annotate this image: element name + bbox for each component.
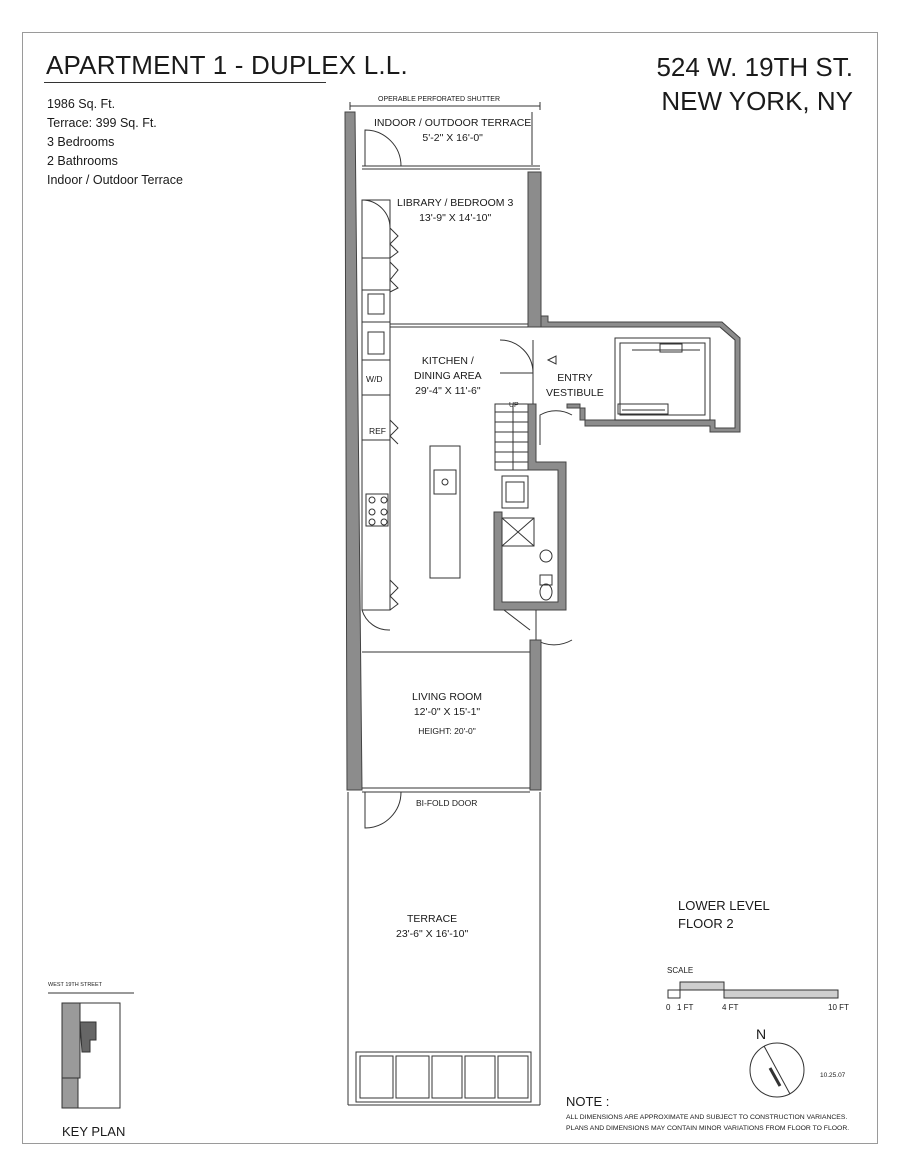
room-size: 29'-4" X 11'-6" [415,385,481,397]
scale-tick-4: 4 FT [722,1003,739,1012]
spec-bathrooms: 2 Bathrooms [47,154,118,168]
room-height: HEIGHT: 20'-0" [418,726,476,736]
bifold-door-label: BI-FOLD DOOR [416,798,478,808]
note-title: NOTE : [566,1094,610,1109]
room-name: TERRACE [407,913,458,925]
drawing-date: 10.25.07 [820,1072,846,1079]
room-size: 12'-0" X 15'-1" [413,706,481,718]
refrigerator-label: REF [369,426,386,436]
north-arrow-label: N [756,1026,767,1042]
scale-tick-1: 1 FT [677,1003,694,1012]
room-size: 5'-2" X 16'-0" [422,132,483,144]
room-terrace [396,912,468,942]
room-name: LIVING ROOM [412,691,483,703]
spec-terrace: Terrace: 399 Sq. Ft. [47,116,157,130]
level-line1: LOWER LEVEL [678,898,770,913]
note-line2: PLANS AND DIMENSIONS MAY CONTAIN MINOR VARIATIONS FROM FLOOR TO FLOOR. [566,1125,850,1132]
shutter-label: OPERABLE PERFORATED SHUTTER [378,96,501,103]
note-text [566,1112,849,1134]
spec-area: 1986 Sq. Ft. [47,97,116,111]
note-line1: ALL DIMENSIONS ARE APPROXIMATE AND SUBJECT TO CONSTRUCTION VARIANCES. [566,1114,848,1121]
room-kitchen [414,354,482,399]
level-line2: FLOOR 2 [678,916,734,931]
spec-feature: Indoor / Outdoor Terrace [47,173,183,187]
scale-tick-10: 10 FT [828,1003,849,1012]
room-size: 13'-9" X 14'-10" [419,212,492,224]
stairs-up-label: UP [509,402,519,409]
keyplan-label: KEY PLAN [62,1124,126,1139]
level-label [678,897,770,933]
room-name-line2: VESTIBULE [546,387,604,399]
room-indoor-terrace [374,116,531,146]
room-entry-vestibule [546,371,604,401]
washer-dryer-label: W/D [366,374,383,384]
page-title: APARTMENT 1 - DUPLEX L.L. [46,50,408,80]
room-name-line1: ENTRY [557,372,593,384]
room-living [412,690,482,739]
room-name-line2: DINING AREA [414,370,482,382]
address-city: NEW YORK, NY [661,86,853,116]
room-library [397,196,513,226]
room-name-line1: KITCHEN / [421,355,474,367]
address-street: 524 W. 19TH ST. [656,52,853,82]
spec-bedrooms: 3 Bedrooms [47,135,115,149]
room-size: 23'-6" X 16'-10" [396,928,469,940]
room-name: LIBRARY / BEDROOM 3 [397,197,514,209]
scale-tick-0: 0 [666,1003,671,1012]
room-name: INDOOR / OUTDOOR TERRACE [374,117,532,129]
keyplan-street-label: WEST 19TH STREET [48,982,102,988]
scale-label: SCALE [667,966,694,975]
